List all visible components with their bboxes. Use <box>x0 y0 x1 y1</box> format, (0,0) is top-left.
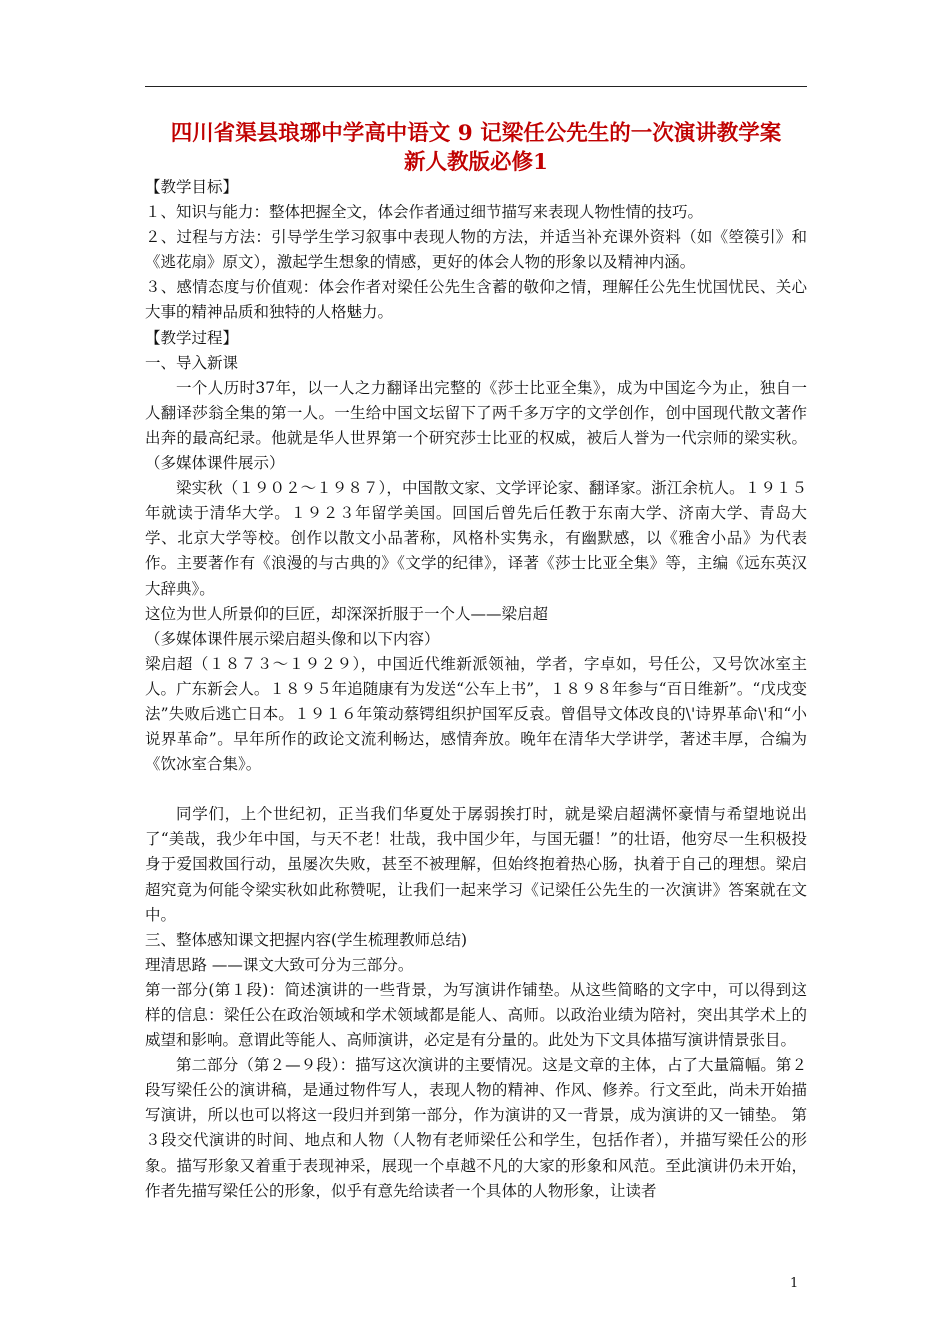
document-title <box>145 119 807 177</box>
body-paragraph: 梁启超（１８７３～１９２９），中国近代维新派领袖，学者，字卓如，号任公，又号饮冰室主人。广东新会人。１８９５年追随康有为发送“公车上书”，１８９８年参与“百日维新”。“戊戌变法”失败后逃亡日本。１９１６年策动蔡锷组织护国军反袁。曾倡导文体改良的\'诗界革命\'和“小说界革命”。早年所作的政论文流利畅达，感情奔放。晚年在清华大学讲学，著述丰厚，合编为《饮冰室合集》。 <box>145 654 807 774</box>
subsection-heading: 三、整体感知课文把握内容(学生梳理教师总结) <box>145 930 468 949</box>
body-paragraph: 这位为世人所景仰的巨匠，却深深折服于一个人——梁启超 <box>145 604 549 623</box>
body-paragraph: 理清思路 ——课文大致可分为三部分。 <box>145 955 414 974</box>
body-paragraph: （多媒体课件展示梁启超头像和以下内容） <box>145 629 440 648</box>
objective-item: ３、感情态度与价值观：体会作者对梁任公先生含蓄的敬仰之情，理解任公先生忧国忧民、关心大事的精神品质和独特的人格魅力。 <box>145 278 807 322</box>
document-body <box>145 175 807 1204</box>
title-line-1: 四川省渠县琅琊中学高中语文 9 记梁任公先生的一次演讲教学案 <box>170 121 782 146</box>
body-paragraph: 同学们，上个世纪初，正当我们华夏处于孱弱挨打时，就是梁启超满怀豪情与希望地说出了“美哉，我少年中国，与天不老！壮哉，我中国少年，与国无疆！”的壮语，他穷尽一生积极投身于爱国救国行动，虽屡次失败，甚至不被理解，但始终抱着热心肠，执着于自己的理想。梁启超究竟为何能令梁实秋如此称赞呢，让我们一起来学习《记梁任公先生的一次演讲》答案就在文中。 <box>145 805 807 924</box>
objective-item: ２、过程与方法：引导学生学习叙事中表现人物的方法，并适当补充课外资料（如《箜篌引》和《逃花扇》原文），激起学生想象的情感，更好的体会人物的形象以及精神内涵。 <box>145 228 807 272</box>
page-number: 1 <box>790 1276 799 1291</box>
body-paragraph: 第一部分(第１段)：简述演讲的一些背景，为写演讲作铺垫。从这些简略的文字中，可以得到这样的信息：梁任公在政治领域和学术领域都是能人、高师。以政治业绩为陪衬，突出其学术上的威望和影响。意谓此等能人、高师演讲，必定是有分量的。此处为下文具体描写演讲情景张目。 <box>145 980 807 1050</box>
body-paragraph: 一个人历时37年，以一人之力翻译出完整的《莎士比亚全集》，成为中国迄今为止，独自一人翻译莎翁全集的第一人。一生给中国文坛留下了两千多万字的文学创作，创中国现代散文著作出奔的最高纪录。他就是华人世界第一个研究莎士比亚的权威，被后人誉为一代宗师的梁实秋。（多媒体课件展示） <box>145 378 807 473</box>
body-paragraph: 第二部分（第２—９段）：描写这次演讲的主要情况。这是文章的主体，占了大量篇幅。第２段写梁任公的演讲稿，是通过物件写人，表现人物的精神、作风、修养。行文至此，尚未开始描写演讲，所以也可以将这一段归并到第一部分，作为演讲的又一背景，成为演讲的又一铺垫。 第３段交代演讲的时间、地点和人物（人物有老师梁任公和学生，包括作者），并描写梁任公的形象。描写形象又着重于表现神采，展现一个卓越不凡的大家的形象和风范。至此演讲仍未开始，作者先描写梁任公的形象，似乎有意先给读者一个具体的人物形象，让读者 <box>145 1056 807 1200</box>
section-heading-objectives: 【教学目标】 <box>145 178 239 196</box>
blank-line <box>145 777 807 802</box>
title-line-2: 新人教版必修1 <box>404 150 548 175</box>
subsection-heading: 一、导入新课 <box>145 353 239 372</box>
objective-item: １、知识与能力：整体把握全文，体会作者通过细节描写来表现人物性情的技巧。 <box>145 203 704 222</box>
section-heading-process: 【教学过程】 <box>145 328 239 347</box>
header-rule <box>145 86 807 87</box>
body-paragraph: 梁实秋（１９０２～１９８７），中国散文家、文学评论家、翻译家。浙江余杭人。１９１５年就读于清华大学。１９２３年留学美国。回国后曾先后任教于东南大学、济南大学、青岛大学、北京大学等校。创作以散文小品著称，风格朴实隽永，有幽默感，以《雅舍小品》为代表作。主要著作有《浪漫的与古典的》《文学的纪律》，译著《莎士比亚全集》等，主编《远东英汉大辞典》。 <box>145 479 807 598</box>
